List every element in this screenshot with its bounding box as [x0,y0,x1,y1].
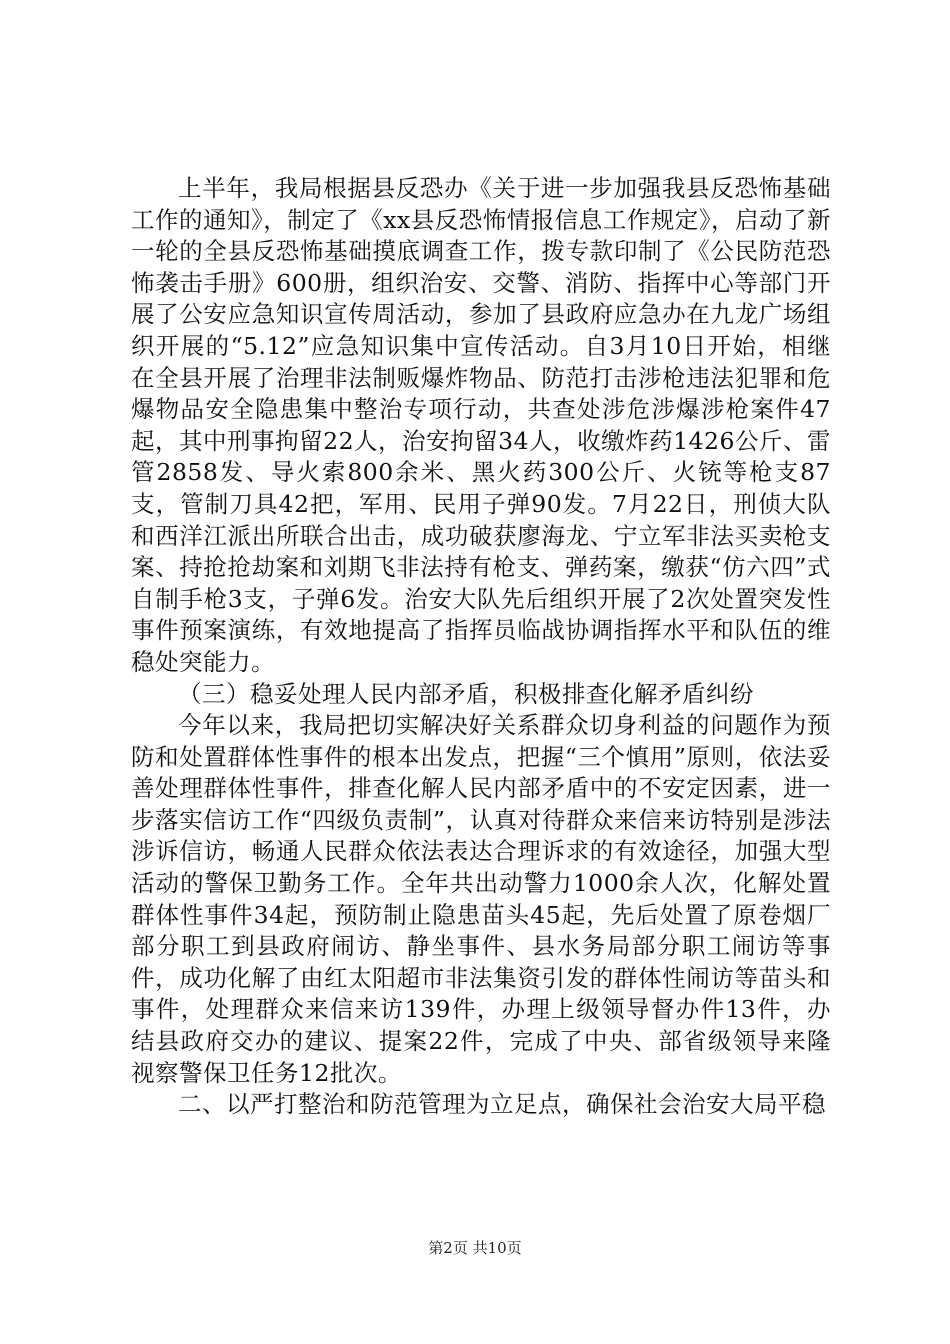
section-heading-internal-conflicts: （三）稳妥处理人民内部矛盾，积极排查化解矛盾纠纷 [178,679,754,708]
paragraph-petitions: 今年以来，我局把切实解决好关系群众切身利益的问题作为预防和处置群体性事件的根本出发点，把握“三个慎用”原则，依法妥善处理群体性事件，排查化解人民内部矛盾中的不安定因素，进一步落实信访工作“四级负责制”，认真对待群众来信来访特别是涉法涉诉信访，畅通人民群众依法表达合理诉求的有效途径，加强大型活动的警保卫勤务工作。全年共出动警力1000余人次，化解处置群体性事件34起，预防制止隐患苗头45起，先后处置了原卷烟厂部分职工到县政府闹访、静坐事件、县水务局部分职工闹访等事件，成功化解了由红太阳超市非法集资引发的群体性闹访等苗头和事件，处理群众来信来访139件，办理上级领导督办件13件，办结县政府交办的建议、提案22件，完成了中央、部省级领导来隆视察警保卫任务12批次。 [131,711,831,1087]
document-body [131,173,831,1121]
section-heading-public-order: 二、以严打整治和防范管理为立足点，确保社会治安大局平稳 [178,1090,826,1119]
page-number-footer: 第2页 共10页 [428,1239,522,1257]
paragraph-anti-terror: 上半年，我局根据县反恐办《关于进一步加强我县反恐怖基础工作的通知》，制定了《xx县反恐怖情报信息工作规定》，启动了新一轮的全县反恐怖基础摸底调查工作，拨专款印制了《公民防范恐怖袭击手册》600册，组织治安、交警、消防、指挥中心等部门开展了公安应急知识宣传周活动，参加了县政府应急办在九龙广场组织开展的“5.12”应急知识集中宣传活动。自3月10日开始，相继在全县开展了治理非法制贩爆炸物品、防范打击涉枪违法犯罪和危爆物品安全隐患集中整治专项行动，共查处涉危涉爆涉枪案件47起，其中刑事拘留22人，治安拘留34人，收缴炸药1426公斤、雷管2858发、导火索800余米、黑火药300公斤、火铳等枪支87支，管制刀具42把，军用、民用子弹90发。7月22日，刑侦大队和西洋江派出所联合出击，成功破获廖海龙、宁立军非法买卖枪支案、持抢抢劫案和刘期飞非法持有枪支、弹药案，缴获“仿六四”式自制手枪3支，子弹6发。治安大队先后组织开展了2次处置突发性事件预案演练，有效地提高了指挥员临战协调指挥水平和队伍的维稳处突能力。 [131,174,832,676]
